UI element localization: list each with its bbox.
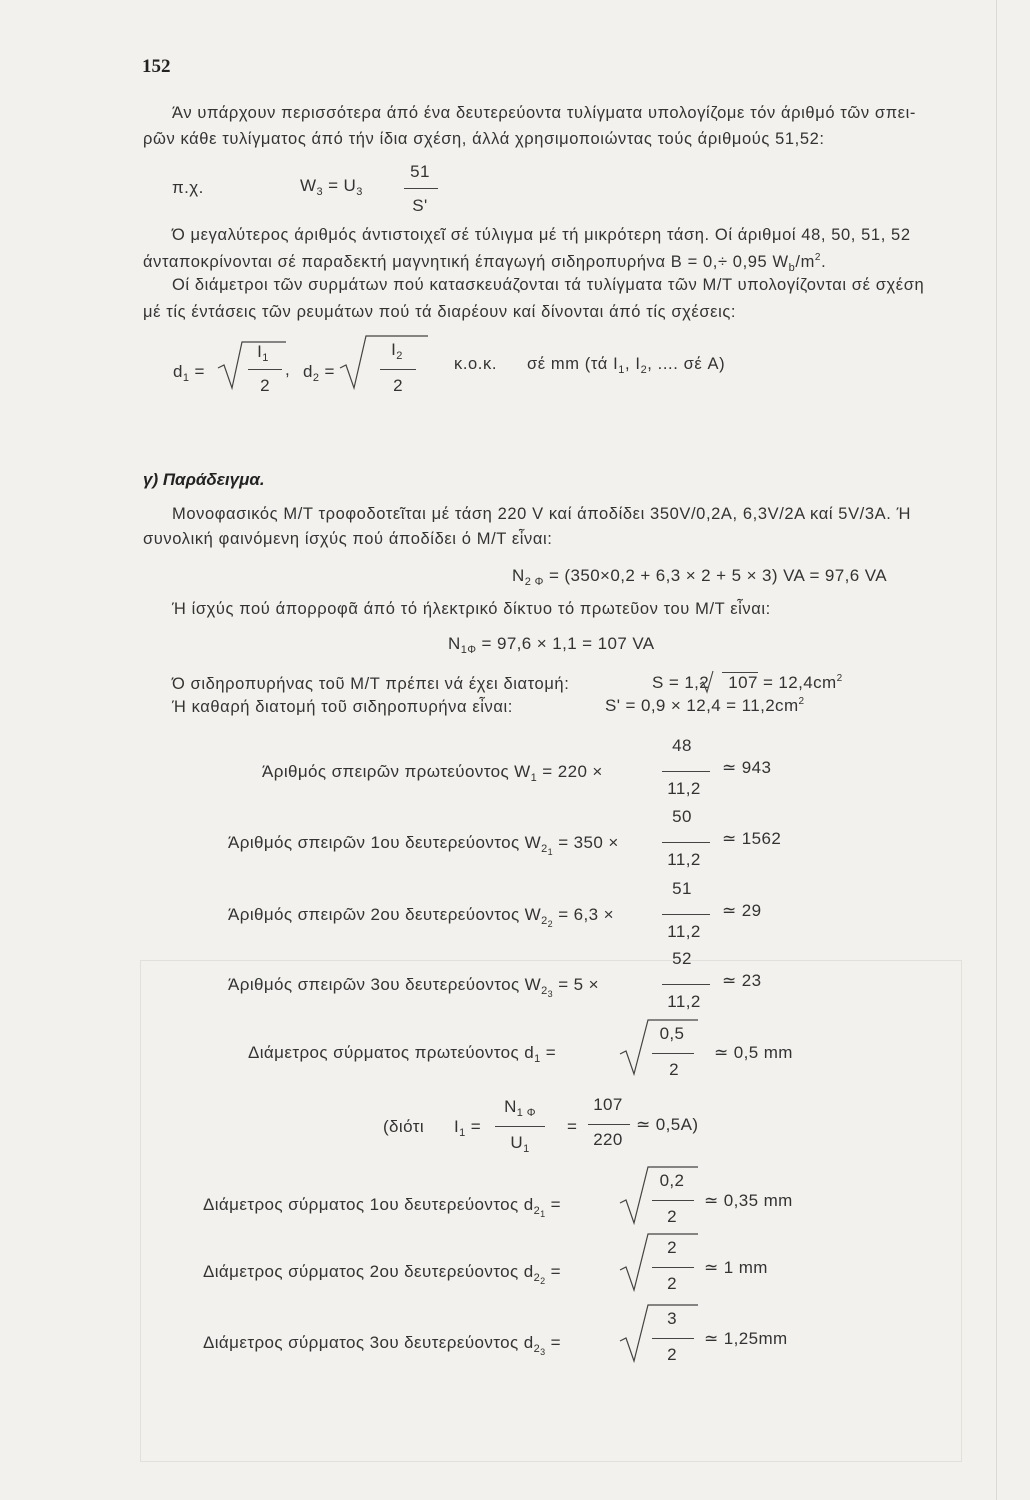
- diam-secondary-text: Διάμετρος σύρματος 1ου δευτερεύοντος d: [203, 1195, 534, 1214]
- core-section-label: Ό σιδηροπυρήνας τοῦ Μ/Τ πρέπει νά έχει διατομή:: [172, 675, 570, 693]
- diam-secondary-label: [203, 1333, 561, 1357]
- d1-sub: 1: [182, 372, 190, 384]
- example-line-1: Μονοφασικός Μ/Τ τροφοδοτεῖται μέ τάση 220 V καί άποδίδει 350V/0,2A, 6,3V/2A καί 5V/3A. Ή: [172, 505, 912, 523]
- para2-line-1: Οί διάμετροι τῶν συρμάτων πού κατασκευάζονται τά τυλίγματα τῶν Μ/Τ υπολογίζονται σέ σχέση: [172, 276, 925, 294]
- intro-line-1: Άν υπάρχουν περισσότερα άπό ένα δευτερεύοντα τυλίγματα υπολογίζομε τόν άριθμό τῶν σπει-: [172, 104, 916, 122]
- turns-row-denominator: 11,2: [667, 922, 701, 941]
- formula-w3-numerator: 51: [410, 162, 430, 181]
- turns-row-fraction-line: [662, 842, 710, 843]
- because-n-sub: 1 Φ: [516, 1107, 536, 1119]
- diam-secondary-sub2: 3: [540, 1347, 546, 1357]
- because-numerator: [490, 1097, 550, 1119]
- turns-row-sub: 2: [541, 985, 548, 997]
- turns-row-multiplier: = 5 ×: [558, 975, 599, 994]
- diam-formula-d2: [303, 362, 335, 384]
- turns-row-sub: 2: [541, 843, 548, 855]
- para1-wb-sub: b: [788, 262, 796, 274]
- d1-fraction-line: [248, 369, 282, 370]
- diam-primary-text: Διάμετρος σύρματος πρωτεύοντος d: [248, 1043, 535, 1062]
- n2-symbol: N: [512, 566, 525, 585]
- diam-secondary-numerator: 0,2: [659, 1171, 685, 1190]
- units-note-sub1: 1: [618, 364, 626, 376]
- diam-secondary-numerator: 2: [667, 1238, 677, 1257]
- page-number: 152: [142, 56, 171, 77]
- d2-eq: =: [324, 362, 335, 381]
- diam-secondary-result: ≃ 1,25mm: [704, 1329, 788, 1348]
- n1-formula: [448, 634, 655, 656]
- d2-numerator: [382, 340, 412, 362]
- diam-primary-label: [248, 1043, 556, 1065]
- d1-symbol: d: [173, 362, 183, 381]
- turns-row-sub2: 1: [547, 847, 554, 857]
- formula-u3-sub: 3: [356, 186, 363, 198]
- para2-line-2: μέ τίς έντάσεις τῶν ρευμάτων πού τά διαρέουν καί δίνονται άπό τίς σχέσεις:: [143, 303, 737, 321]
- turns-row-fraction-line: [662, 914, 710, 915]
- diam-secondary-numerator: 3: [667, 1309, 677, 1328]
- net-section-value: [605, 696, 804, 716]
- para1-line-2-text: άνταποκρίνονται σέ παραδεκτή μαγνητική έπαγωγή σιδηροπυρήνα B = 0,÷ 0,95 W: [143, 253, 789, 271]
- turns-row-result: ≃ 29: [722, 901, 762, 920]
- because-numerator-value: 107: [593, 1095, 623, 1114]
- d2-fraction-line: [380, 369, 416, 370]
- diam-secondary-fraction-line: [652, 1267, 694, 1268]
- d1-numerator: [248, 342, 278, 364]
- diam-secondary-label: [203, 1195, 561, 1219]
- turns-row-text: Άριθμός σπειρῶν 1ου δευτερεύοντος W: [228, 833, 542, 852]
- turns-row-result: ≃ 943: [722, 758, 772, 777]
- diam-primary-denominator: 2: [669, 1060, 679, 1079]
- because-u-sub: 1: [523, 1143, 530, 1155]
- turns-row-label: [228, 975, 599, 999]
- para1-m-sup: 2: [814, 252, 822, 263]
- because-i1: [454, 1117, 481, 1139]
- turns-row-text: Άριθμός σπειρῶν πρωτεύοντος W: [262, 762, 531, 781]
- d1-i1: I: [257, 342, 263, 361]
- d2-i2: I: [391, 340, 397, 359]
- formula-w3-eq: = U: [328, 176, 357, 195]
- units-note-a: σέ mm (τά I: [527, 355, 619, 373]
- formula-w3-denominator: S': [412, 196, 428, 215]
- net-section-expression: S' = 0,9 × 12,4 = 11,2cm: [605, 696, 799, 715]
- because-result: ≃ 0,5A): [636, 1115, 699, 1134]
- para1-line-2: [143, 252, 826, 274]
- net-section-label: Ή καθαρή διατομή τοῦ σιδηροπυρήνα εἶναι:: [172, 698, 513, 716]
- turns-row-label: [262, 762, 603, 786]
- diam-secondary-result: ≃ 0,35 mm: [704, 1191, 793, 1210]
- because-i-symbol: I: [454, 1117, 460, 1136]
- formula-w3-sub: 3: [316, 186, 323, 198]
- example-heading: γ) Παράδειγμα.: [143, 470, 265, 489]
- because-denominator-value: 220: [593, 1130, 623, 1149]
- turns-row-numerator: 48: [672, 736, 692, 755]
- diam-formula-comma: ,: [285, 360, 291, 379]
- units-note-sub2: 2: [640, 364, 648, 376]
- formula-w3-fraction-line: [404, 188, 438, 189]
- diam-secondary-denominator: 2: [667, 1274, 677, 1293]
- diam-secondary-denominator: 2: [667, 1207, 677, 1226]
- formula-w3: [300, 176, 363, 198]
- diam-secondary-fraction-line: [652, 1200, 694, 1201]
- core-section-result: = 12,4cm: [762, 673, 837, 692]
- units-note-c: , .... σέ A): [647, 355, 726, 373]
- because-i-sub: 1: [459, 1127, 466, 1139]
- formula-w3-symbol: W: [300, 176, 317, 195]
- diam-primary-result: ≃ 0,5 mm: [714, 1043, 793, 1062]
- turns-row-numerator: 50: [672, 807, 692, 826]
- diam-secondary-text: Διάμετρος σύρματος 3ου δευτερεύοντος d: [203, 1333, 534, 1352]
- because-fraction-line-2: [588, 1124, 630, 1125]
- diam-secondary-eq: =: [550, 1262, 561, 1281]
- turns-row-numerator: 52: [672, 949, 692, 968]
- turns-row-fraction-line: [662, 771, 710, 772]
- diam-secondary-denominator: 2: [667, 1345, 677, 1364]
- n2-sub: 2 Φ: [524, 576, 544, 588]
- turns-row-text: Άριθμός σπειρῶν 2ου δευτερεύοντος W: [228, 905, 542, 924]
- diam-secondary-result: ≃ 1 mm: [704, 1258, 768, 1277]
- diam-formula-d1: [173, 362, 205, 384]
- diam-secondary-sub: 2: [533, 1272, 541, 1284]
- turns-row-fraction-line: [662, 984, 710, 985]
- n1-sub: 1Φ: [460, 644, 477, 656]
- turns-row-sub2: 3: [547, 989, 554, 999]
- diam-secondary-fraction-line: [652, 1338, 694, 1339]
- turns-row-label: [228, 905, 614, 929]
- n2-formula: [512, 566, 887, 588]
- turns-row-sub: 1: [530, 772, 538, 784]
- because-u-symbol: U: [510, 1133, 524, 1152]
- para1-period: .: [821, 253, 827, 271]
- n1-expression: = 97,6 × 1,1 = 107 VA: [481, 634, 655, 653]
- turns-row-text: Άριθμός σπειρῶν 3ου δευτερεύοντος W: [228, 975, 542, 994]
- d1-denominator: 2: [260, 376, 270, 395]
- diam-primary-numerator: 0,5: [659, 1024, 685, 1043]
- turns-row-multiplier: = 350 ×: [558, 833, 619, 852]
- because-eq2: =: [567, 1117, 578, 1136]
- diam-primary-sub: 1: [534, 1053, 541, 1065]
- core-section-radical: [722, 672, 758, 693]
- turns-row-denominator: 11,2: [667, 779, 701, 798]
- turns-row-sub: 2: [541, 915, 548, 927]
- units-note: [527, 355, 725, 376]
- net-section-sup: 2: [798, 696, 805, 707]
- d2-denominator: 2: [393, 376, 403, 395]
- core-section-radical-sign: [700, 670, 714, 694]
- turns-row-result: ≃ 23: [722, 971, 762, 990]
- para1-line-1: Ό μεγαλύτερος άριθμός άντιστοιχεῖ σέ τύλιγμα μέ τή μικρότερη τάση. Οί άριθμοί 48, 50, 51, 52: [172, 226, 911, 244]
- d1-i1-sub: 1: [262, 352, 269, 364]
- diam-secondary-text: Διάμετρος σύρματος 2ου δευτερεύοντος d: [203, 1262, 534, 1281]
- because-eq1: =: [470, 1117, 482, 1136]
- because-open: (διότι: [383, 1117, 425, 1136]
- turns-row-label: [228, 833, 619, 857]
- diam-secondary-sub2: 2: [540, 1276, 546, 1286]
- diam-secondary-eq: =: [550, 1195, 561, 1214]
- d2-symbol: d: [303, 362, 313, 381]
- diam-primary-eq: =: [545, 1043, 557, 1062]
- diam-secondary-sub: 2: [533, 1343, 541, 1355]
- core-section-value: [652, 672, 843, 693]
- turns-row-multiplier: = 220 ×: [542, 762, 603, 781]
- diam-primary-fraction-line: [652, 1053, 694, 1054]
- n1-symbol: N: [448, 634, 461, 653]
- because-n-symbol: N: [504, 1097, 517, 1116]
- diam-secondary-sub2: 1: [540, 1209, 546, 1219]
- example-line-2: συνολική φαινόμενη ίσχύς πού άποδίδει ό Μ/Τ εἶναι:: [143, 530, 553, 548]
- because-denominator: [490, 1133, 550, 1155]
- turns-row-multiplier: = 6,3 ×: [558, 905, 614, 924]
- turns-row-denominator: 11,2: [667, 850, 701, 869]
- intro-line-2: ρῶν κάθε τυλίγματος άπό τήν ίδια σχέση, άλλά χρησιμοποιώντας τούς άριθμούς 51,52:: [143, 130, 825, 148]
- turns-row-numerator: 51: [672, 879, 692, 898]
- para1-per-m: /m: [795, 253, 815, 271]
- kok-text: κ.ο.κ.: [454, 355, 498, 373]
- diam-secondary-eq: =: [550, 1333, 561, 1352]
- core-section-sup: 2: [836, 673, 843, 684]
- d2-i2-sub: 2: [396, 350, 403, 362]
- example-prefix: π.χ.: [172, 178, 204, 197]
- diam-secondary-label: [203, 1262, 561, 1286]
- turns-row-denominator: 11,2: [667, 992, 701, 1011]
- page-edge-shadow: [996, 0, 997, 1500]
- n2-expression: = (350×0,2 + 6,3 × 2 + 5 × 3) VA = 97,6 VA: [548, 566, 887, 585]
- core-section-radicand: 107: [728, 673, 758, 692]
- because-fraction-line-1: [495, 1126, 545, 1127]
- core-section-s: S = 1,2: [652, 673, 710, 692]
- example-line-3: Ή ίσχύς πού άπορροφᾶ άπό τό ήλεκτρικό δίκτυο τό πρωτεῦον του Μ/Τ εἶναι:: [172, 600, 771, 618]
- turns-row-result: ≃ 1562: [722, 829, 782, 848]
- d2-sub: 2: [312, 372, 320, 384]
- turns-row-sub2: 2: [547, 919, 554, 929]
- d1-eq: =: [194, 362, 205, 381]
- units-note-b: , I: [625, 355, 641, 373]
- diam-secondary-sub: 2: [533, 1205, 541, 1217]
